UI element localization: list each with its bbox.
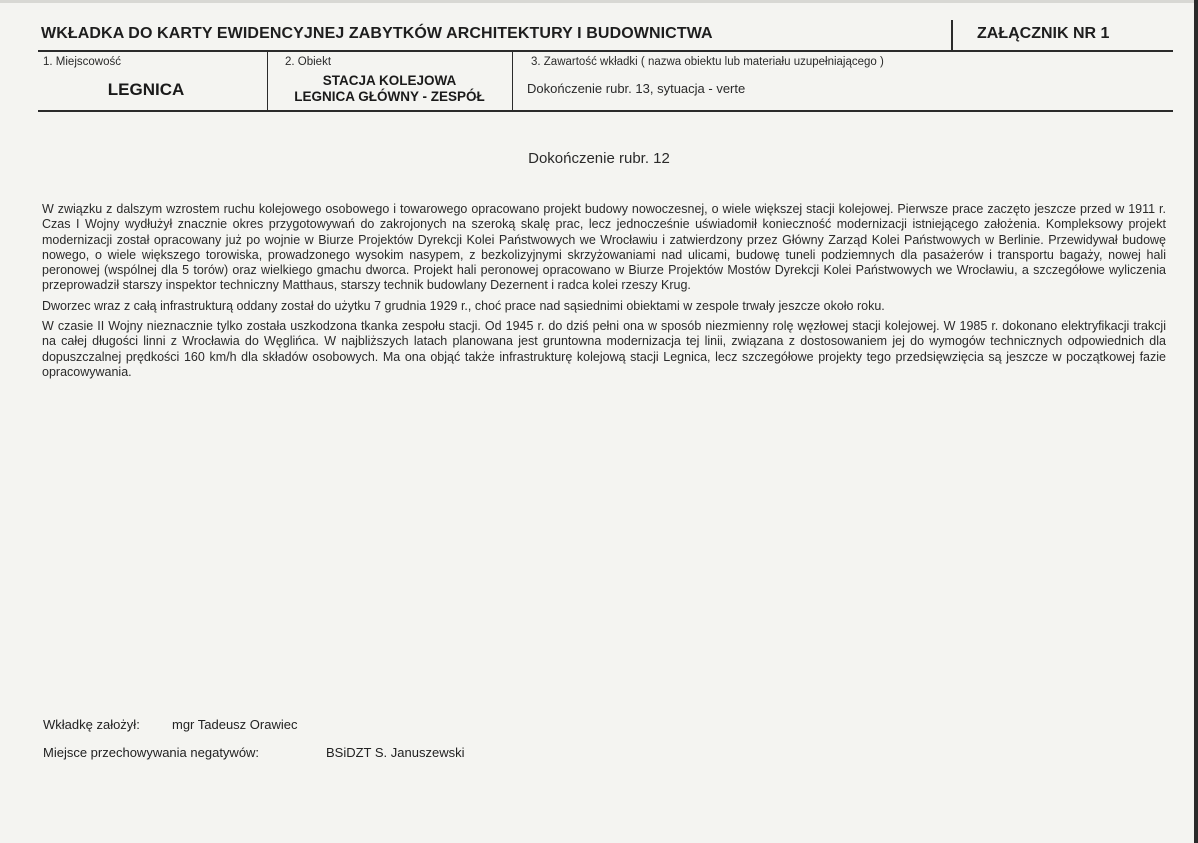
storage-value: BSiDZT S. Januszewski: [326, 745, 465, 760]
object-value-line1: STACJA KOLEJOWA: [322, 73, 457, 88]
field-divider-1: [267, 52, 268, 110]
object-label: 2. Obiekt: [285, 56, 332, 68]
locality-label: 1. Miejscowość: [43, 56, 121, 68]
field-divider-2: [512, 52, 513, 110]
content-value: Dokończenie rubr. 13, sytuacja - verte: [527, 81, 746, 96]
storage-label: Miejsce przechowywania negatywów:: [43, 745, 260, 760]
scan-edge-right: [1194, 0, 1198, 843]
form-title: WKŁADKA DO KARTY EWIDENCYJNEJ ZABYTKÓW ARCHITEKTURY I BUDOWNICTWA: [41, 25, 713, 42]
fields-rule: [38, 110, 1173, 112]
section-title: Dokończenie rubr. 12: [528, 150, 670, 167]
body-text: [42, 202, 1166, 385]
paragraph: Dworzec wraz z całą infrastrukturą oddany został do użytku 7 grudnia 1929 r., choć prace nad sąsiednimi obiektami w zespole trwały jeszcze około roku.: [42, 298, 885, 313]
author-value: mgr Tadeusz Orawiec: [172, 717, 298, 732]
header-divider: [951, 20, 953, 50]
locality-value: LEGNICA: [107, 80, 185, 99]
scan-edge-top: [0, 0, 1198, 3]
content-label: 3. Zawartość wkładki ( nazwa obiektu lub materiału uzupełniającego ): [531, 56, 884, 68]
object-value-line2: LEGNICA GŁÓWNY - ZESPÓŁ: [294, 89, 485, 104]
author-label: Wkładkę założył:: [43, 717, 140, 732]
annex-number: ZAŁĄCZNIK NR 1: [977, 25, 1110, 42]
header-rule: [38, 50, 1173, 52]
paragraph: W związku z dalszym wzrostem ruchu kolejowego osobowego i towarowego opracowano projekt budowy nowoczesnej, o wiele większej stacji kolejowej. Pierwsze prace zaczęto jeszcze przed w 1911 r. Czas I Wojny wydłużył znacznie okres przygotowywań do zakrojonych na szeroką skalę prac, lecz jednocześnie uświadomił konieczność modernizacji istniejącego założenia. Kompleksowy projekt modernizacji został opracowany już po wojnie w Biurze Projektów Dyrekcji Kolei Państwowych we Wrocławiu i zatwierdzony przez Główny Zarząd Kolei Państwowych w Berlinie. Przewidywał budowę nowego, o wiele większego torowiska, prowadzonego wysokim nasypem, z bezkolizyjnymi skrzyżowaniami nad ulicami, budowę tuneli podziemnych dla pasażerów i transportu bagaży, nowej hali peronowej (wspólnej dla 5 torów) oraz wielkiego gmachu dworca. Projekt hali peronowej opracowano w Biurze Projektów Mostów Dyrekcji Kolei Państwowych we Wrocławiu, a szczegółowe wyliczenia przeprowadził starszy inspektor techniczny Matthaus, starszy technik budowlany Dezernent i radca kolei rzeszy Krug.: [42, 202, 1166, 293]
paragraph: W czasie II Wojny nieznacznie tylko została uszkodzona tkanka zespołu stacji. Od 1945 r. do dziś pełni ona w sposób niezmienny rolę węzłowej stacji kolejowej. W 1985 r. dokonano elektryfikacji trakcji na całej długości linni z Wrocławia do Węglińca. W najbliższych latach planowana jest gruntowna modernizacja tej linii, związana z dostosowaniem jej do wymogów technicznych odpowiednich dla dopuszczalnej prędkości 160 km/h dla składów osobowych. Ma ona objąć także infrastrukturę kolejową stacji Legnica, lecz szczegółowe projekty tego przedsięwzięcia są jeszcze w początkowej fazie opracowywania.: [42, 319, 1166, 379]
